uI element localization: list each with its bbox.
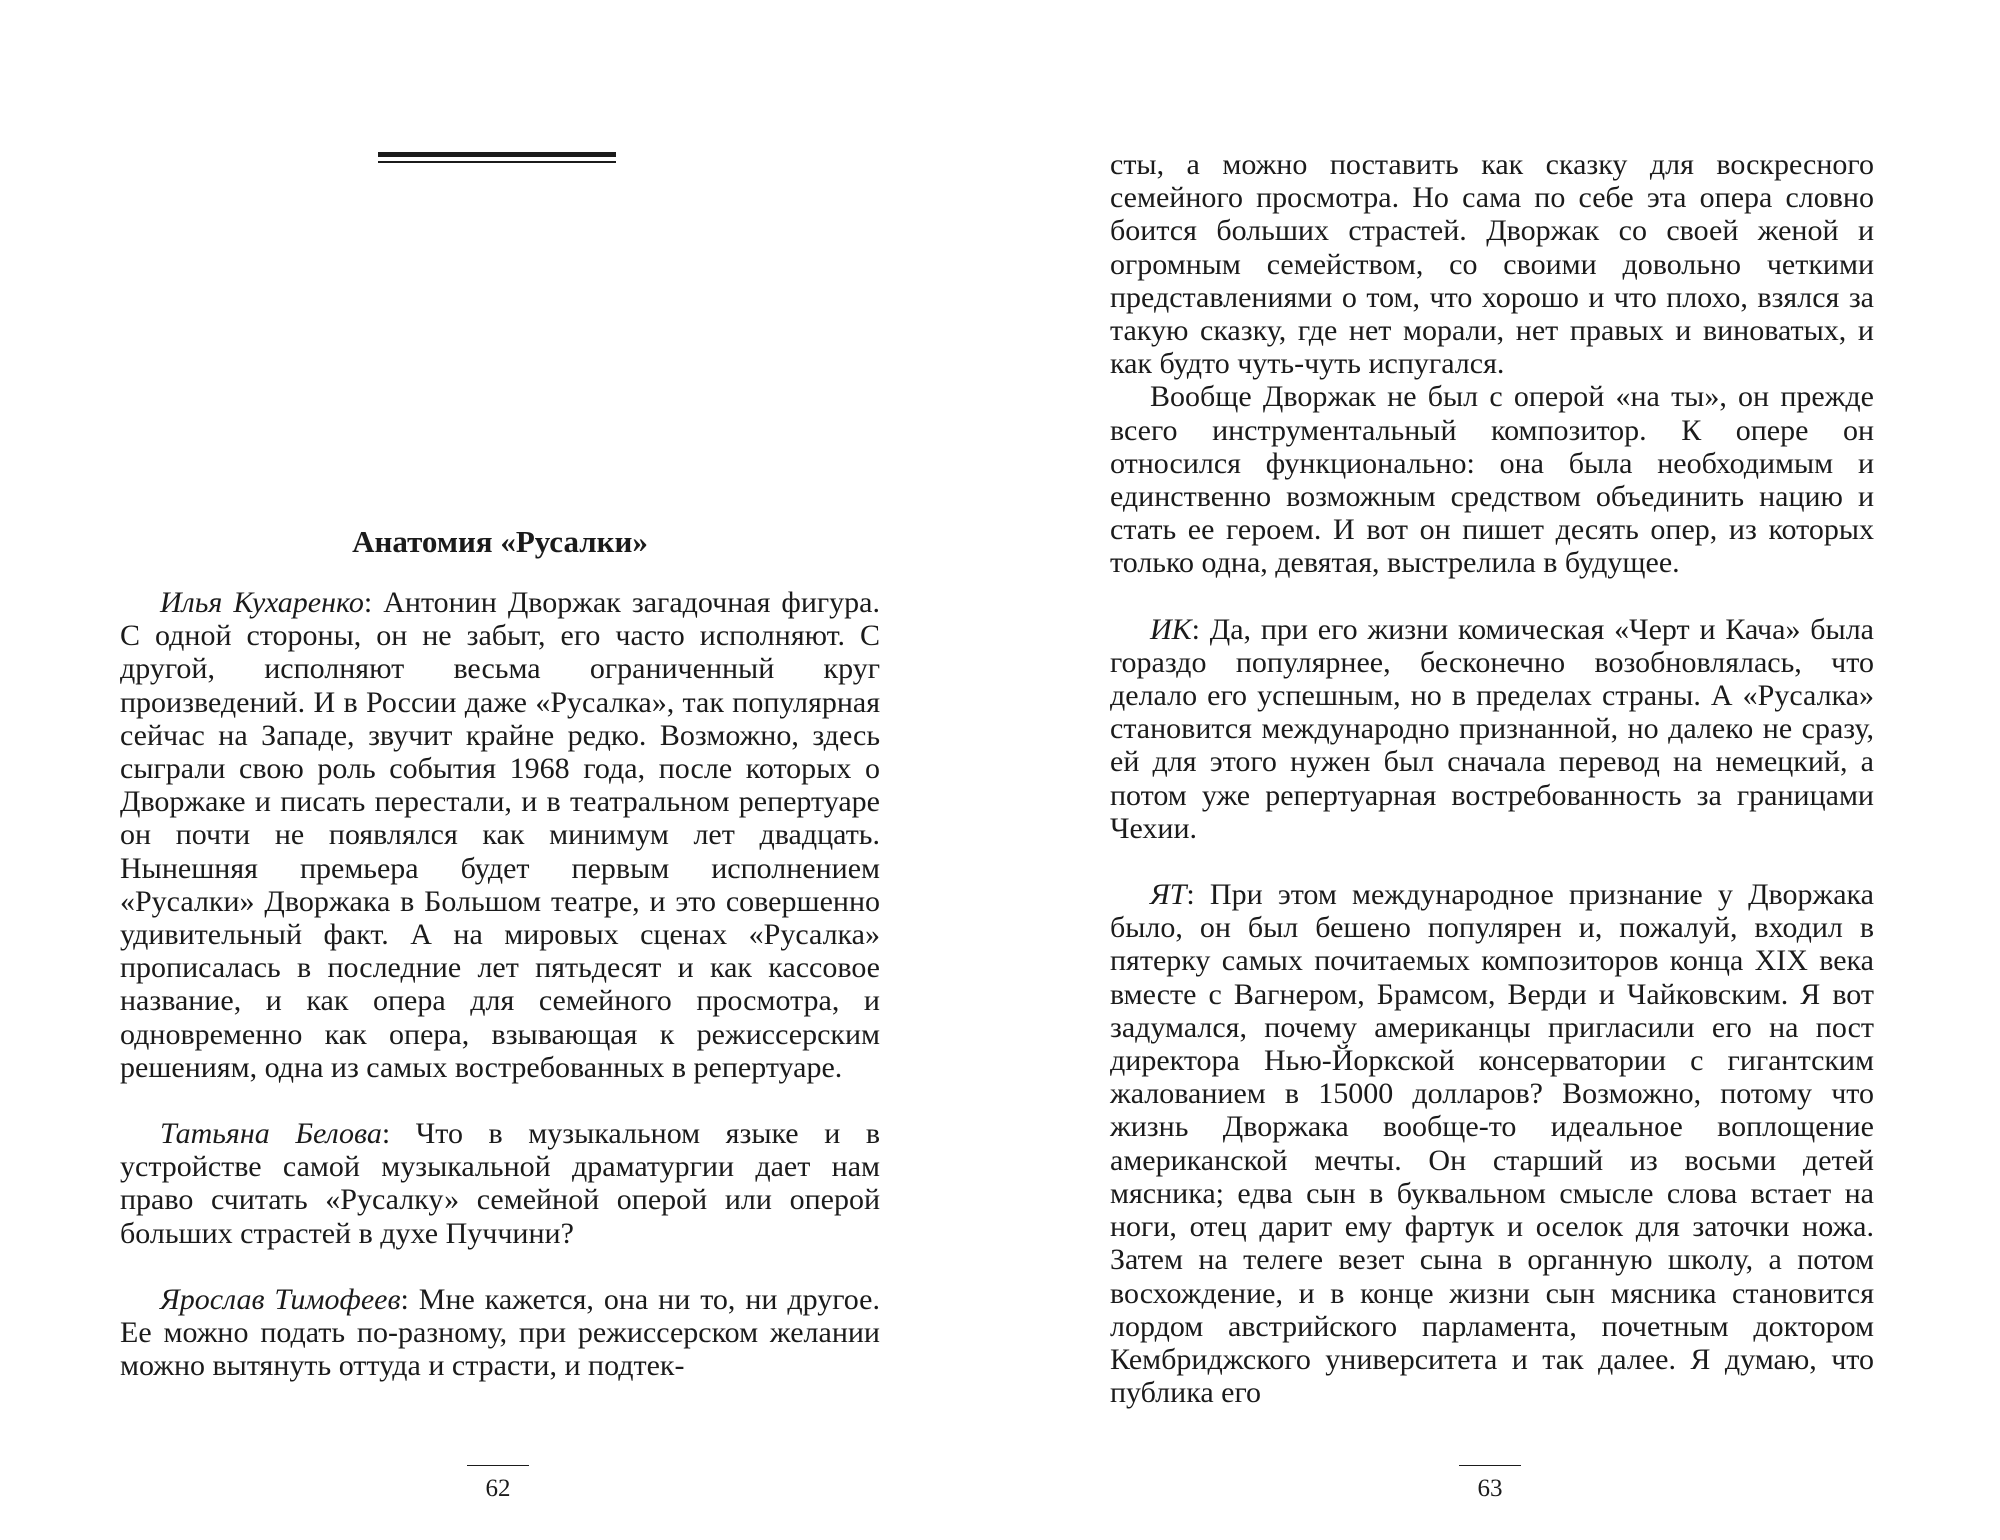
speaker-name: Илья Кухаренко (160, 586, 364, 619)
ornament-thin-rule (378, 161, 616, 163)
speaker-name: Татьяна Белова (160, 1117, 382, 1151)
speaker-name: ЯТ (1150, 878, 1187, 912)
paragraph-text: Вообще Дворжак не был с оперой «на ты», он прежде всего инструментальный композитор. К опере он относился функционально: она была необходимым и единственно возможным средством объединить нацию и стать ее героем. И вот он пишет десять опер, из которых только одна, девятая, выстрелила в будущее. (1110, 380, 1874, 580)
paragraph (120, 1117, 880, 1250)
speaker-name: ИК (1150, 612, 1192, 646)
folio-rule (467, 1465, 529, 1466)
paragraph-text: : Мне кажется, она ни то, ни другое. Ее можно подать по-разному, при режиссерском желании можно вытянуть оттуда и страсти, и подтек- (120, 1282, 880, 1383)
ornament-thick-rule (378, 152, 616, 157)
page-number-left (448, 1465, 548, 1504)
paragraph-text: : Антонин Дворжак загадочная фигура. С одной стороны, он не забыт, его часто исполняют. С другой, исполняют весьма ограниченный круг произведений. И в России даже «Русалка», так популярная сейчас на Западе, звучит крайне редко. Возможно, здесь сыграли свою роль события 1968 года, после которых о Дворжаке и писать перестали, и в театральном репертуаре он почти не появлялся как минимум лет двадцать. Нынешняя премьера будет первым исполнением «Русалки» Дворжака в Большом театре, и это совершенно удивительный факт. А на мировых сценах «Русалка» прописалась в последние лет пятьдесят и как кассовое название, и как опера для семейного просмотра, и одновременно как опера, взывающая к режиссерским решениям, одна из самых востребованных в репертуаре. (120, 586, 881, 1084)
paragraph-text: : При этом международное признание у Дворжака было, он был бешено популярен и, пожалуй, входил в пятерку самых почитаемых композиторов конца XIX века вместе с Вагнером, Брамсом, Верди и Чайковским. Я вот задумался, почему американцы пригласили его на пост директора Нью-Йоркской консерватории с гигантским жалованием в 15000 долларов? Возможно, потому что жизнь Дворжака вообще-то идеальное воплощение американской мечты. Он старший из восьми детей мясника; едва сын в буквальном смысле слова встает на ноги, отец дарит ему фартук и оселок для заточки ножа. Затем на телеге везет сына в органную школу, а потом восхождение, и в конце жизни сын мясника становится лордом австрийского парламента, почетным доктором Кембриджского университета и так далее. Я думаю, что публика его (1110, 878, 1874, 1410)
page-number: 62 (485, 1475, 511, 1502)
right-page (1000, 0, 2000, 1540)
paragraph (120, 1283, 880, 1383)
left-page-text (120, 586, 880, 1382)
folio-rule (1459, 1465, 1521, 1466)
paragraph (1110, 613, 1874, 845)
paragraph (1110, 878, 1874, 1409)
speaker-name: Ярослав Тимофеев (160, 1282, 401, 1316)
paragraph (1110, 380, 1874, 579)
paragraph-text: : Да, при его жизни комическая «Черт и Кача» была гораздо популярнее, бесконечно возобновлялась, что делало его успешным, но в пределах страны. А «Русалка» становится международно признанной, но далеко не сразу, ей для этого нужен был сначала перевод на немецкий, а потом уже репертуарная востребованность за границами Чехии. (1110, 612, 1874, 845)
right-page-text (1110, 148, 1874, 1409)
page-number: 63 (1477, 1475, 1503, 1502)
chapter-ornament (378, 152, 616, 164)
paragraph (120, 586, 880, 1084)
chapter-title: Анатомия «Русалки» (352, 524, 648, 559)
page-number-right (1440, 1465, 1540, 1504)
paragraph-text: сты, а можно поставить как сказку для воскресного семейного просмотра. Но сама по себе эта опера словно боится больших страстей. Дворжак со своей женой и огромным семейством, со своими довольно четкими представлениями о том, что хорошо и что плохо, взялся за такую сказку, где нет морали, нет правых и виноватых, и как будто чуть-чуть испугался. (1110, 148, 1874, 381)
paragraph-text: : Что в музыкальном языке и в устройстве самой музыкальной драматургии дает нам право считать «Русалку» семейной оперой или оперой больших страстей в духе Пуччини? (120, 1117, 880, 1250)
paragraph (1110, 148, 1874, 380)
